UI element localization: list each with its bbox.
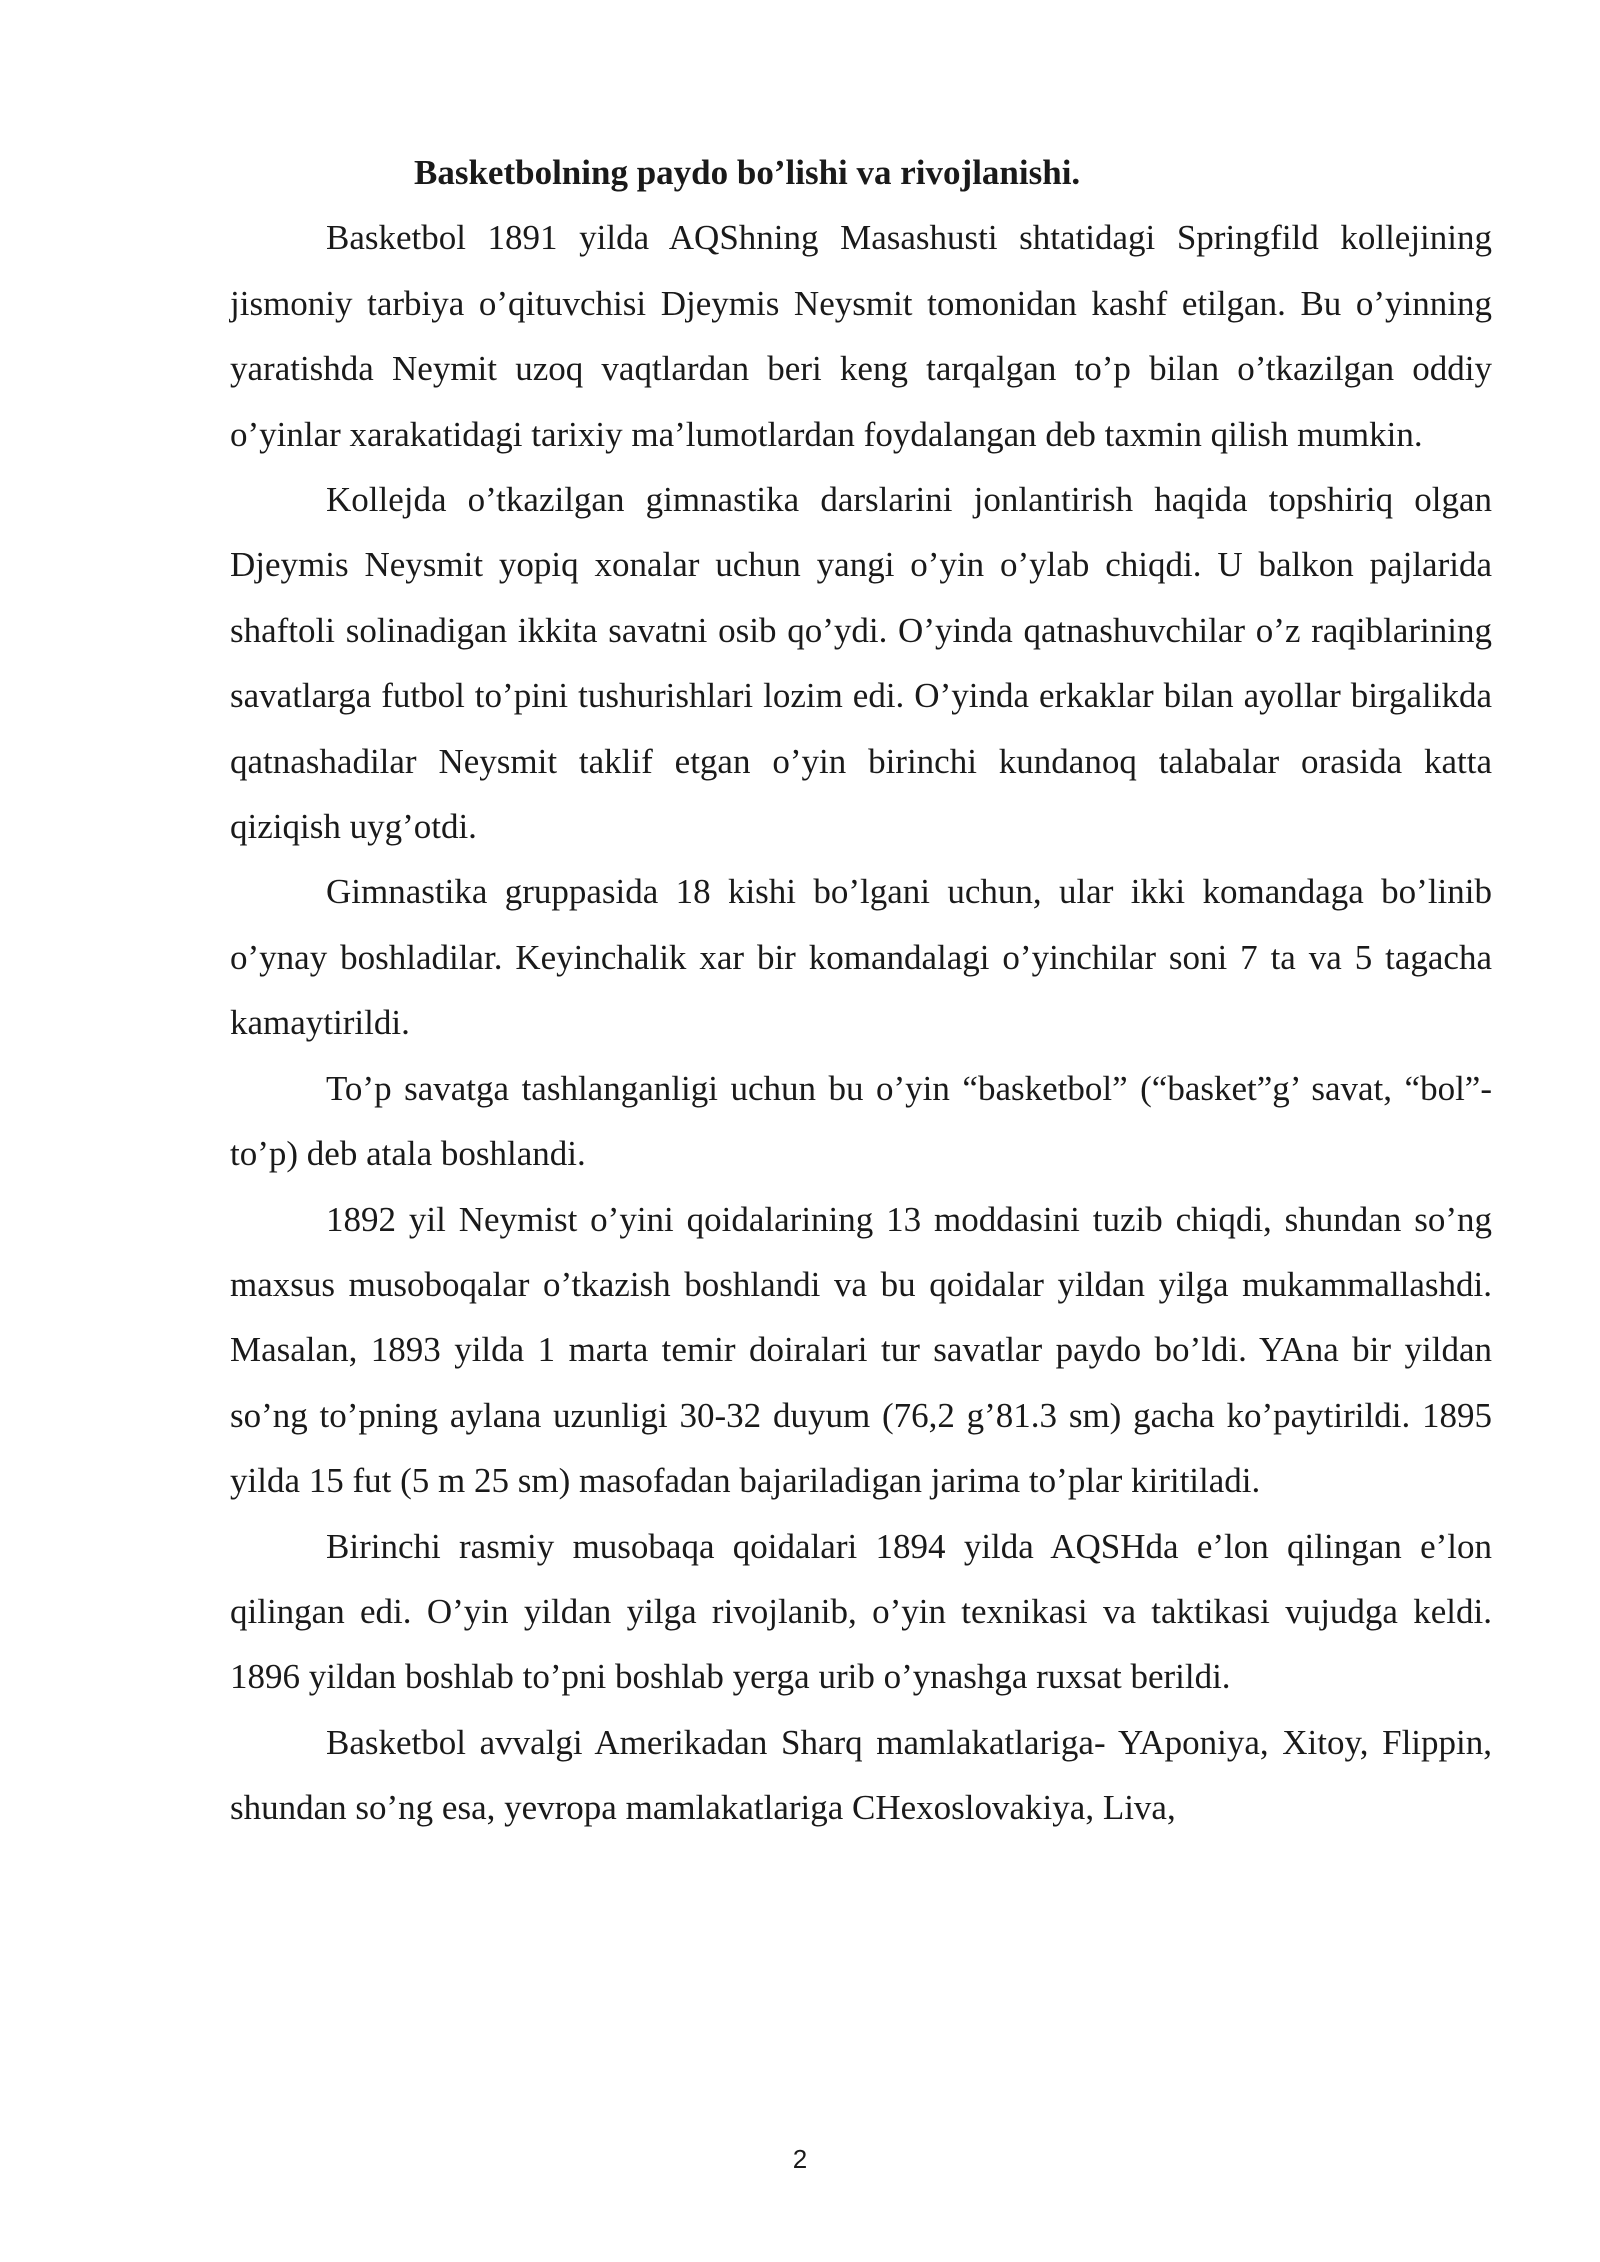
- body-text: [230, 140, 1492, 1841]
- page-number: 2: [792, 2144, 808, 2174]
- paragraph: Birinchi rasmiy musobaqa qoidalari 1894 yilda AQSHda e’lon qilingan e’lon qilingan edi. O’yin yildan yilga rivojlanib, o’yin texnikasi va taktikasi vujudga keldi. 1896 yildan boshlab to’pni boshlab yerga urib o’ynashga ruxsat berildi.: [230, 1526, 1492, 1697]
- document-title: Basketbolning paydo bo’lishi va rivojlanishi.: [414, 153, 1081, 192]
- paragraph: Basketbol avvalgi Amerikadan Sharq mamlakatlariga- YAponiya, Xitoy, Flippin, shundan so’ng esa, yevropa mamlakatlariga CHexoslovakiya, Liva,: [230, 1722, 1492, 1828]
- paragraph: Gimnastika gruppasida 18 kishi bo’lgani uchun, ular ikki komandaga bo’linib o’ynay boshladilar. Keyinchalik xar bir komandalagi o’yinchilar soni 7 ta va 5 tagacha kamaytirildi.: [230, 872, 1492, 1043]
- paragraph: Basketbol 1891 yilda AQShning Masashusti shtatidagi Springfild kollejining jismoniy tarbiya o’qituvchisi Djeymis Neysmit tomonidan kashf etilgan. Bu o’yinning yaratishda Neymit uzoq vaqtlardan beri keng tarqalgan to’p bilan o’tkazilgan oddiy o’yinlar xarakatidagi tarixiy ma’lumotlardan foydalangan deb taxmin qilish mumkin.: [230, 218, 1492, 454]
- paragraph: To’p savatga tashlanganligi uchun bu o’yin “basketbol” (“basket”g’ savat, “bol”-to’p) deb atala boshlandi.: [230, 1068, 1492, 1174]
- paragraph: Kollejda o’tkazilgan gimnastika darslarini jonlantirish haqida topshiriq olgan Djeymis Neysmit yopiq xonalar uchun yangi o’yin o’ylab chiqdi. U balkon pajlarida shaftoli solinadigan ikkita savatni osib qo’ydi. O’yinda qatnashuvchilar o’z raqiblarining savatlarga futbol to’pini tushurishlari lozim edi. O’yinda erkaklar bilan ayollar birgalikda qatnashadilar Neysmit taklif etgan o’yin birinchi kundanoq talabalar orasida katta qiziqish uyg’otdi.: [230, 480, 1492, 847]
- paragraph: 1892 yil Neymist o’yini qoidalarining 13 moddasini tuzib chiqdi, shundan so’ng maxsus musoboqalar o’tkazish boshlandi va bu qoidalar yildan yilga mukammallashdi. Masalan, 1893 yilda 1 marta temir doiralari tur savatlar paydo bo’ldi. YAna bir yildan so’ng to’pning aylana uzunligi 30-32 duyum (76,2 g’81.3 sm) gacha ko’paytirildi. 1895 yilda 15 fut (5 m 25 sm) masofadan bajariladigan jarima to’plar kiritiladi.: [230, 1199, 1492, 1501]
